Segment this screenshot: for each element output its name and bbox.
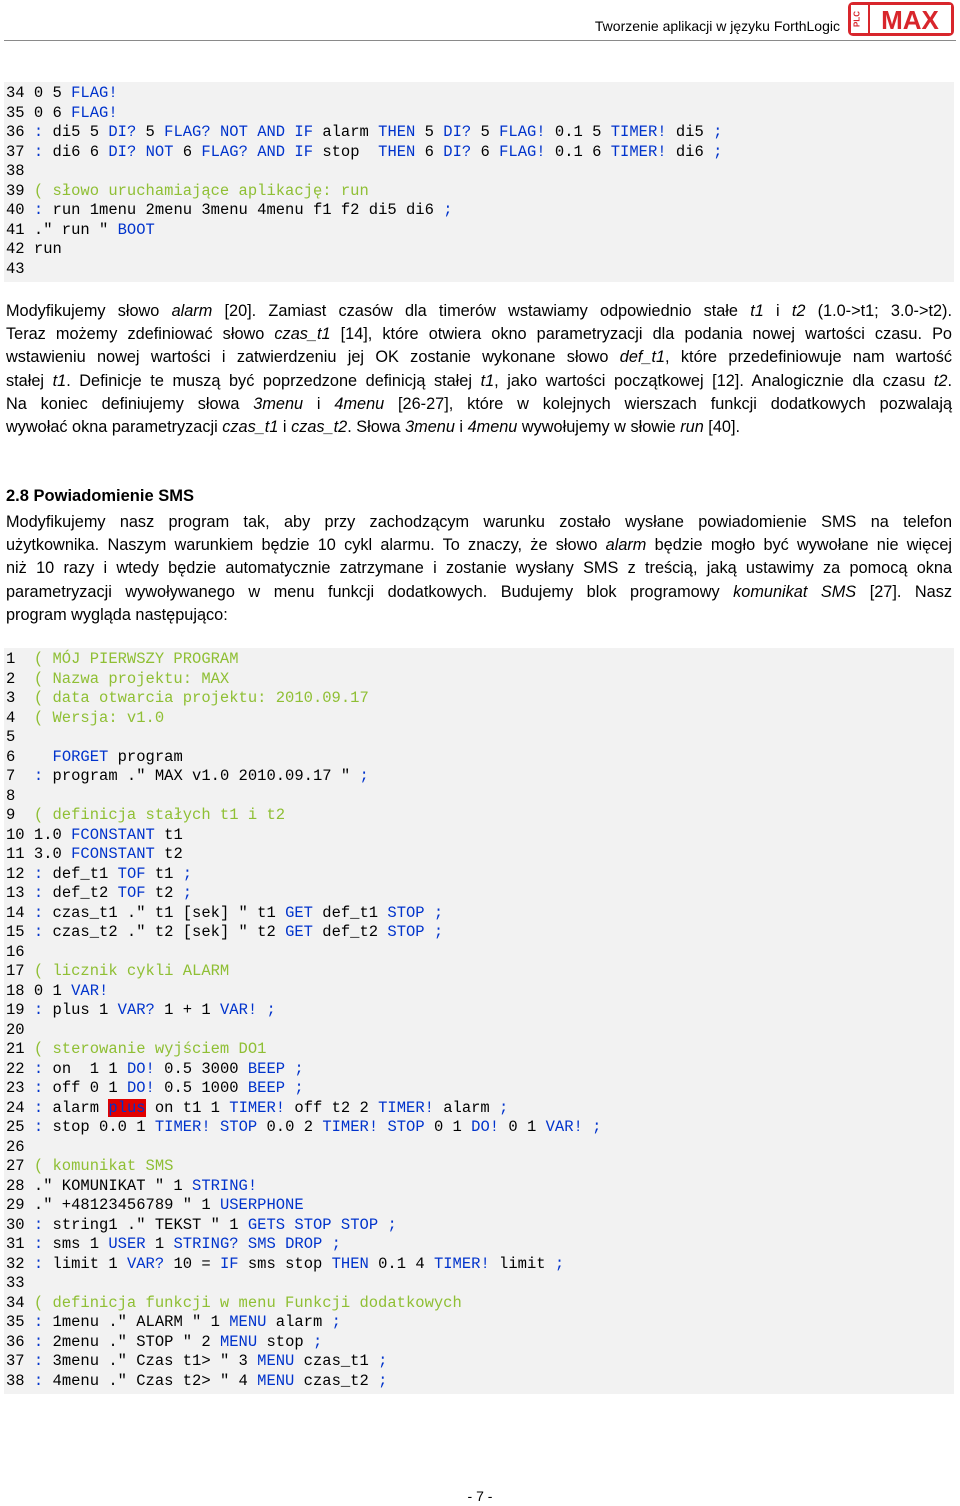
section-heading: [6, 487, 194, 506]
code-line: 33: [6, 1274, 25, 1292]
code-line: 39 ( słowo uruchamiające aplikację: run: [6, 181, 369, 200]
code-line: 11 3.0 FCONSTANT t2: [6, 845, 183, 863]
code-line: 1 ( MÓJ PIERWSZY PROGRAM: [6, 650, 239, 668]
text-line: Teraz możemy zdefiniować słowo czas_t1 [14], które otwiera okno parametryzacji dla podania nowej wartości czasu. Po: [6, 325, 952, 344]
text-line: wstawieniu nowej wartości i zatwierdzeniu jej OK zostanie wykonane słowo def_t1, które przedefiniowuje nam wartość: [6, 348, 952, 367]
code-line: 26: [6, 1137, 25, 1156]
logo-side-text: PLC: [852, 11, 862, 27]
code-line: 29 ." +48123456789 " 1 USERPHONE: [6, 1196, 304, 1214]
text-line: wywołać okna parametryzacji czas_t1 i czas_t2. Słowa 3menu i 4menu wywołujemy w słowie run [40].: [6, 418, 740, 437]
code-line: 23 : off 0 1 DO! 0.5 1000 BEEP ;: [6, 1079, 304, 1097]
code-line: 42 run: [6, 240, 62, 258]
code-line: 10 1.0 FCONSTANT t1: [6, 825, 183, 844]
code-line: 2 ( Nazwa projektu: MAX: [6, 669, 230, 688]
code-line: 25 : stop 0.0 1 TIMER! STOP 0.0 2 TIMER! STOP 0 1 DO! 0 1 VAR! ;: [6, 1118, 602, 1136]
text-line: stałej t1. Definicje te muszą być poprzedzone definicją stałej t1, jako wartości początkowej [12]. Analogicznie dla czasu t2.: [6, 371, 952, 390]
text-line: niż 10 razy i wtedy będzie automatycznie zatrzymane i zostanie wysłany SMS z treścią, jaką ustawimy za pomocą okna: [6, 559, 952, 578]
code-line: 15 : czas_t2 ." t2 [sek] " t2 GET def_t2 STOP ;: [6, 923, 444, 941]
code-line: 40 : run 1menu 2menu 3menu 4menu f1 f2 di5 di6 ;: [6, 201, 453, 219]
logo-text: MAX: [881, 5, 939, 35]
code-line: 30 : string1 ." TEKST " 1 GETS STOP STOP ;: [6, 1215, 397, 1234]
code-line: 6 FORGET program: [6, 747, 183, 766]
code-line: 37 : di6 6 DI? NOT 6 FLAG? AND IF stop THEN 6 DI? 6 FLAG! 0.1 6 TIMER! di6 ;: [6, 142, 723, 161]
code-line: 36 : di5 5 DI? 5 FLAG? NOT AND IF alarm THEN 5 DI? 5 FLAG! 0.1 5 TIMER! di5 ;: [6, 123, 723, 141]
plc-max-logo: [848, 2, 954, 36]
code-line: 4 ( Wersja: v1.0: [6, 708, 165, 727]
section-number: 2.8: [6, 487, 29, 505]
page-number: - 7 -: [467, 1488, 493, 1504]
code-line: 21 ( sterowanie wyjściem DO1: [6, 1040, 267, 1058]
code-block-top: [4, 82, 954, 282]
code-line: 27 ( komunikat SMS: [6, 1157, 174, 1175]
paragraph-sms-description: [6, 511, 952, 627]
text-line: Na koniec definiujemy słowa 3menu i 4menu [26-27], które w kolejnych wierszach funkcji dodatkowych pozwalają: [6, 394, 953, 413]
header-divider: [4, 40, 956, 41]
code-line: 31 : sms 1 USER 1 STRING? SMS DROP ;: [6, 1235, 341, 1253]
code-line: 24 : alarm plus on t1 1 TIMER! off t2 2 TIMER! alarm ;: [6, 1098, 509, 1117]
code-line: 16: [6, 942, 25, 961]
code-line: 14 : czas_t1 ." t1 [sek] " t1 GET def_t1 STOP ;: [6, 903, 444, 922]
code-line: 36 : 2menu ." STOP " 2 MENU stop ;: [6, 1332, 323, 1351]
code-line: 18 0 1 VAR!: [6, 981, 109, 1000]
code-line: 35 0 6 FLAG!: [6, 103, 118, 122]
code-block-program: [4, 648, 954, 1394]
section-title: Powiadomienie SMS: [33, 487, 194, 505]
code-line: 7 : program ." MAX v1.0 2010.09.17 " ;: [6, 767, 369, 785]
code-line: 43: [6, 259, 25, 278]
code-line: 35 : 1menu ." ALARM " 1 MENU alarm ;: [6, 1313, 341, 1331]
code-line: 38: [6, 162, 25, 180]
code-line: 32 : limit 1 VAR? 10 = IF sms stop THEN 0.1 4 TIMER! limit ;: [6, 1254, 565, 1273]
page-header: [0, 0, 960, 44]
code-line: 22 : on 1 1 DO! 0.5 3000 BEEP ;: [6, 1059, 304, 1078]
code-line: 34 ( definicja funkcji w menu Funkcji dodatkowych: [6, 1293, 462, 1312]
code-line: 9 ( definicja stałych t1 i t2: [6, 806, 286, 824]
code-line: 3 ( data otwarcia projektu: 2010.09.17: [6, 689, 369, 707]
code-line: 12 : def_t1 TOF t1 ;: [6, 864, 193, 883]
code-line: 5: [6, 728, 16, 746]
code-line: 17 ( licznik cykli ALARM: [6, 962, 230, 980]
header-title: Tworzenie aplikacji w języku ForthLogic: [594, 18, 840, 34]
code-line: 20: [6, 1020, 25, 1039]
code-line: 34 0 5 FLAG!: [6, 84, 118, 102]
code-line: 38 : 4menu ." Czas t2> " 4 MENU czas_t2 ;: [6, 1371, 388, 1390]
paragraph-alarm-description: [6, 300, 952, 439]
code-line: 28 ." KOMUNIKAT " 1 STRING!: [6, 1176, 258, 1195]
code-line: 41 ." run " BOOT: [6, 220, 155, 239]
text-line: Modyfikujemy nasz program tak, aby przy zachodzącym warunku zostało wysłane powiadomienie SMS na telefon: [6, 513, 952, 531]
code-line: 13 : def_t2 TOF t2 ;: [6, 884, 193, 902]
text-line: Modyfikujemy słowo alarm [20]. Zamiast czasów dla timerów wstawiamy odpowiednio stałe t1 i t2 (1.0->t1; 3.0->t2).: [6, 302, 952, 320]
text-line: użytkownika. Naszym warunkiem będzie 10 cykl alarmu. To znaczy, że słowo alarm będzie mogło być wywołane nie więcej: [6, 536, 952, 555]
code-line: 19 : plus 1 VAR? 1 + 1 VAR! ;: [6, 1001, 276, 1019]
code-line: 8: [6, 786, 16, 805]
text-line: program wygląda następująco:: [6, 605, 228, 624]
text-line: parametryzacji wywoływanego w menu funkcji dodatkowych. Budujemy blok programowy komunikat SMS [27]. Nasz: [6, 582, 953, 601]
code-line: 37 : 3menu ." Czas t1> " 3 MENU czas_t1 ;: [6, 1352, 388, 1370]
